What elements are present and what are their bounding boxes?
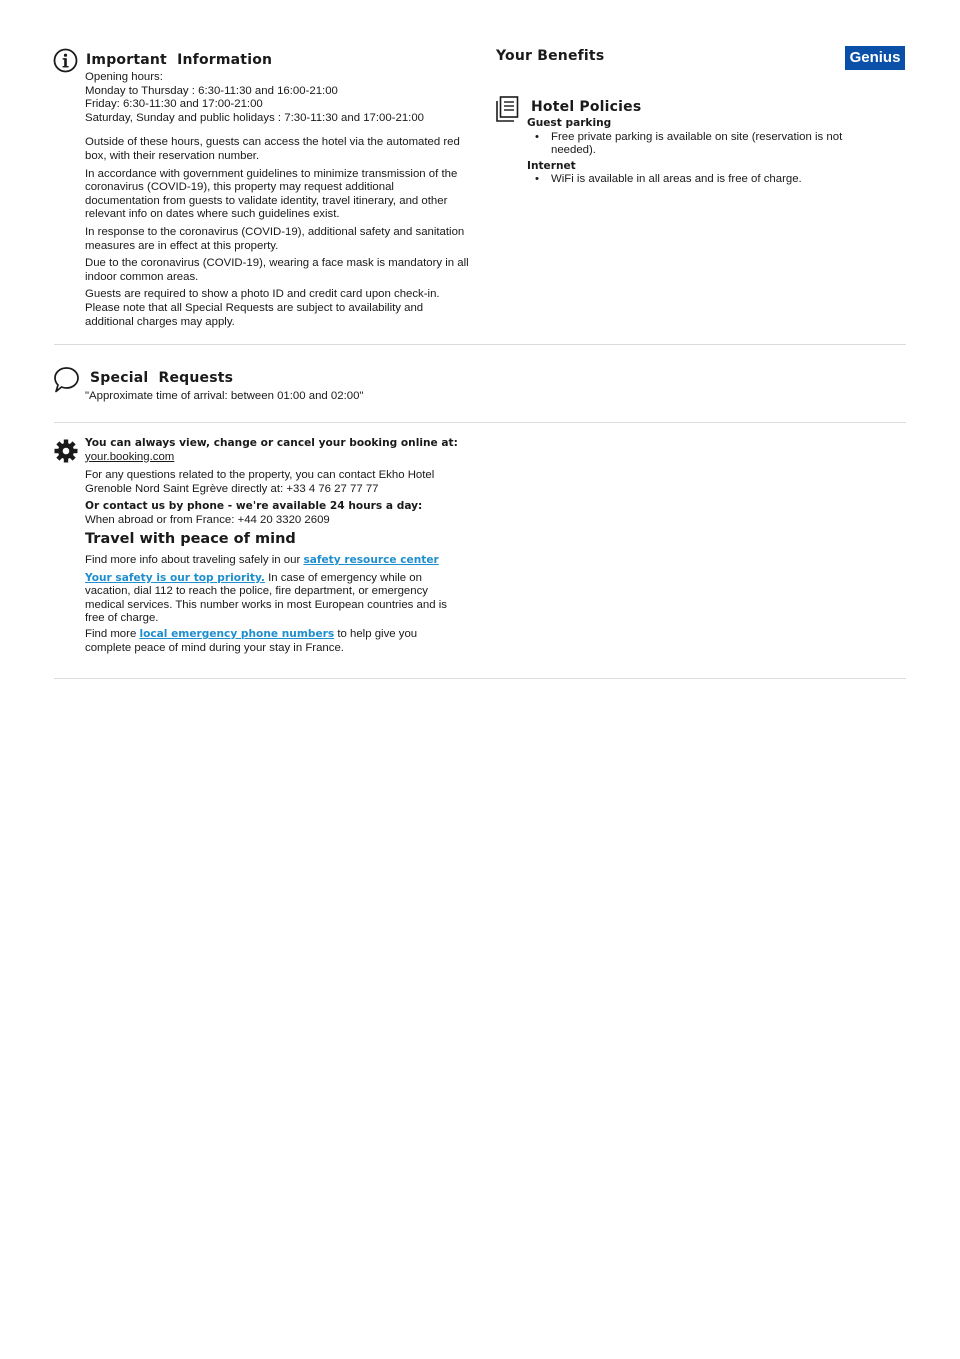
gear-icon bbox=[53, 438, 79, 464]
manage-booking-body bbox=[85, 437, 470, 528]
section-divider bbox=[54, 678, 906, 679]
phone-contact-label: Or contact us by phone - we're available 24 hours a day: bbox=[85, 500, 423, 513]
local-emergency-numbers-link[interactable]: local emergency phone numbers bbox=[139, 627, 335, 640]
policy-item: • Free private parking is available on site (reservation is not needed). bbox=[551, 131, 882, 158]
document-icon bbox=[496, 96, 520, 122]
opening-hours-row: Saturday, Sunday and public holidays : 7:30-11:30 and 17:00-21:00 bbox=[85, 111, 425, 124]
section-divider bbox=[54, 344, 906, 345]
section-divider bbox=[54, 422, 906, 423]
safety-resource-center-link[interactable]: safety resource center bbox=[303, 554, 439, 566]
policy-item: • WiFi is available in all areas and is free of charge. bbox=[551, 173, 882, 187]
important-information-title: Important Information bbox=[86, 52, 273, 68]
info-paragraph: Guests are required to show a photo ID and credit card upon check-in. Please note that all Special Requests are subject to availability and additional charges may apply. bbox=[85, 288, 440, 328]
info-paragraph: In response to the coronavirus (COVID-19), additional safety and sanitation measures are in effect at this property. bbox=[85, 225, 465, 252]
info-paragraph: Outside of these hours, guests can access the hotel via the automated red box, with their reservation number. bbox=[85, 136, 460, 162]
opening-hours-label: Opening hours: bbox=[85, 71, 163, 83]
genius-badge: Genius bbox=[845, 46, 905, 70]
travel-text: Find more bbox=[85, 627, 140, 640]
policy-label: Guest parking bbox=[527, 117, 612, 129]
info-paragraph: Due to the coronavirus (COVID-19), wearing a face mask is mandatory in all indoor common areas. bbox=[85, 257, 469, 283]
travel-title: Travel with peace of mind bbox=[85, 531, 296, 547]
top-priority-link[interactable]: Your safety is our top priority. bbox=[85, 571, 265, 584]
phone-contact-number: When abroad or from France: +44 20 3320 2609 bbox=[85, 513, 330, 526]
your-benefits-title: Your Benefits bbox=[496, 48, 605, 64]
travel-text: In case of emergency while on vacation, dial 112 to reach the police, fire department, or emergency medical services. This number works in most European countries and is free of charge. bbox=[85, 571, 447, 625]
hotel-policies-title: Hotel Policies bbox=[531, 99, 642, 115]
property-contact-text: For any questions related to the property, you can contact Ekho Hotel Grenoble Nord Saint Egrève directly at: +33 4 76 27 77 77 bbox=[85, 469, 435, 495]
travel-body bbox=[85, 554, 460, 655]
booking-site-link[interactable]: your.booking.com bbox=[85, 450, 175, 463]
special-requests-title: Special Requests bbox=[90, 370, 234, 386]
special-requests-text: "Approximate time of arrival: between 01:00 and 02:00" bbox=[85, 390, 364, 402]
info-paragraph: In accordance with government guidelines to minimize transmission of the coronavirus (COVID-19), this property may request additional documentation from guests to validate identity, travel itinerary, and other relevant info on dates where such guidelines exist. bbox=[85, 167, 458, 221]
important-information-body bbox=[85, 71, 470, 333]
manage-booking-heading: You can always view, change or cancel your booking online at: bbox=[85, 437, 458, 449]
travel-text: to help give you complete peace of mind during your stay in France. bbox=[85, 627, 418, 654]
opening-hours-row: Friday: 6:30-11:30 and 17:00-21:00 bbox=[85, 98, 263, 111]
travel-text: Find more info about traveling safely in our bbox=[85, 554, 304, 566]
opening-hours-row: Monday to Thursday : 6:30-11:30 and 16:00-21:00 bbox=[85, 84, 338, 97]
hotel-policies-body bbox=[527, 117, 882, 187]
speech-bubble-icon bbox=[53, 366, 80, 394]
info-icon bbox=[53, 48, 78, 73]
policy-label: Internet bbox=[527, 159, 576, 172]
